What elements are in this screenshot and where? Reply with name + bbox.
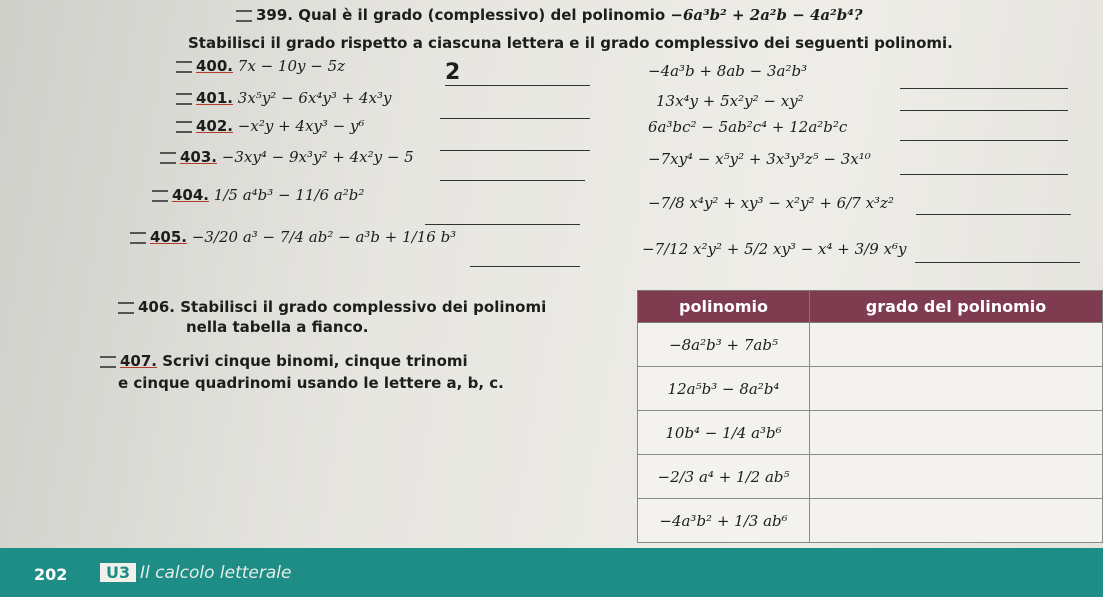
exercise-399 [236, 6, 863, 24]
handwritten-answer: 2 [445, 60, 590, 86]
exercise-polynomial: −3/20 a³ − 7/4 ab² − a³b + 1/16 b³ [191, 228, 457, 246]
exercise-number: 399. [256, 6, 294, 24]
degree-answer-cell[interactable] [810, 367, 1103, 411]
degree-answer-cell[interactable] [810, 323, 1103, 367]
unit-badge: U3 [100, 563, 136, 582]
exercise-polynomial: −3xy⁴ − 9x³y² + 4x²y − 5 [221, 148, 414, 166]
polynomial-right: −4a³b + 8ab − 3a²b³ [648, 62, 808, 80]
polynomial-right: −7/8 x⁴y² + xy³ − x²y² + 6/7 x³z² [648, 194, 894, 212]
answer-blank-right[interactable] [900, 174, 1068, 175]
polynomial-right: 6a³bc² − 5ab²c⁴ + 12a²b²c [648, 118, 848, 136]
answer-blank-403[interactable] [440, 180, 585, 181]
exercise-number: 400. [196, 57, 234, 75]
answer-blank-right[interactable] [900, 110, 1068, 111]
exercise-text: Scrivi cinque binomi, cinque trinomi [162, 352, 468, 370]
difficulty-icon [176, 121, 192, 133]
column-header-grado: grado del polinomio [810, 291, 1103, 323]
exercise-407-line2: e cinque quadrinomi usando le lettere a, b, c. [118, 374, 504, 392]
difficulty-icon [160, 152, 176, 164]
answer-blank-right[interactable] [900, 88, 1068, 89]
exercise-number: 402. [196, 117, 234, 135]
degree-answer-cell[interactable] [810, 455, 1103, 499]
exercise-406 [118, 298, 546, 316]
degree-answer-cell[interactable] [810, 499, 1103, 543]
table-row [638, 455, 1103, 499]
answer-blank-right[interactable] [900, 140, 1068, 141]
difficulty-icon [100, 356, 116, 368]
answer-blank-405[interactable] [470, 266, 580, 267]
exercise-polynomial: 1/5 a⁴b³ − 11/6 a²b² [213, 186, 365, 204]
page-number: 202 [34, 565, 68, 584]
exercise-401 [176, 89, 392, 107]
exercise-polynomial: −6a³b² + 2a²b − 4a²b⁴? [670, 6, 863, 24]
exercise-polynomial: 3x⁵y² − 6x⁴y³ + 4x³y [237, 89, 392, 107]
table-row [638, 323, 1103, 367]
exercise-text: Stabilisci il grado complessivo dei polinomi [180, 298, 547, 316]
instruction: Stabilisci il grado rispetto a ciascuna lettera e il grado complessivo dei seguenti polinomi. [188, 34, 953, 52]
exercise-404 [152, 186, 364, 204]
exercise-402 [176, 117, 365, 135]
exercise-400 [176, 57, 345, 75]
exercise-text: Qual è il grado (complessivo) del polinomio [298, 6, 666, 24]
answer-blank-right[interactable] [916, 214, 1071, 215]
difficulty-icon [130, 232, 146, 244]
polynomial-table [637, 290, 1103, 543]
exercise-number: 405. [150, 228, 188, 246]
degree-answer-cell[interactable] [810, 411, 1103, 455]
exercise-number: 406. [138, 298, 176, 316]
polynomial-cell: 10b⁴ − 1/4 a³b⁶ [638, 411, 810, 455]
exercise-number: 403. [180, 148, 218, 166]
table-row [638, 367, 1103, 411]
exercise-polynomial: 7x − 10y − 5z [237, 57, 346, 75]
answer-blank-404[interactable] [425, 224, 580, 225]
difficulty-icon [176, 93, 192, 105]
answer-blank-401[interactable] [440, 118, 590, 119]
answer-blank-right[interactable] [915, 262, 1080, 263]
exercise-405 [130, 228, 456, 246]
table-row [638, 499, 1103, 543]
difficulty-icon [118, 302, 134, 314]
polynomial-cell: −4a³b² + 1/3 ab⁶ [638, 499, 810, 543]
exercise-number: 407. [120, 352, 158, 370]
polynomial-cell: −2/3 a⁴ + 1/2 ab⁵ [638, 455, 810, 499]
exercise-406-line2: nella tabella a fianco. [186, 318, 369, 336]
exercise-polynomial: −x²y + 4xy³ − y⁶ [237, 117, 365, 135]
answer-blank-400[interactable] [445, 60, 590, 86]
table-row [638, 411, 1103, 455]
difficulty-icon [152, 190, 168, 202]
difficulty-icon [236, 10, 252, 22]
polynomial-right: −7/12 x²y² + 5/2 xy³ − x⁴ + 3/9 x⁶y [642, 240, 907, 258]
polynomial-cell: −8a²b³ + 7ab⁵ [638, 323, 810, 367]
column-header-polinomio: polinomio [638, 291, 810, 323]
polynomial-cell: 12a⁵b³ − 8a²b⁴ [638, 367, 810, 411]
exercise-number: 404. [172, 186, 210, 204]
unit-title: Il calcolo letterale [140, 563, 292, 583]
answer-blank-402[interactable] [440, 150, 590, 151]
exercise-403 [160, 148, 414, 166]
exercise-407 [100, 352, 468, 370]
polynomial-right: −7xy⁴ − x⁵y² + 3x³y³z⁵ − 3x¹⁰ [648, 150, 871, 168]
difficulty-icon [176, 61, 192, 73]
polynomial-right: 13x⁴y + 5x²y² − xy² [656, 92, 804, 110]
exercise-number: 401. [196, 89, 234, 107]
